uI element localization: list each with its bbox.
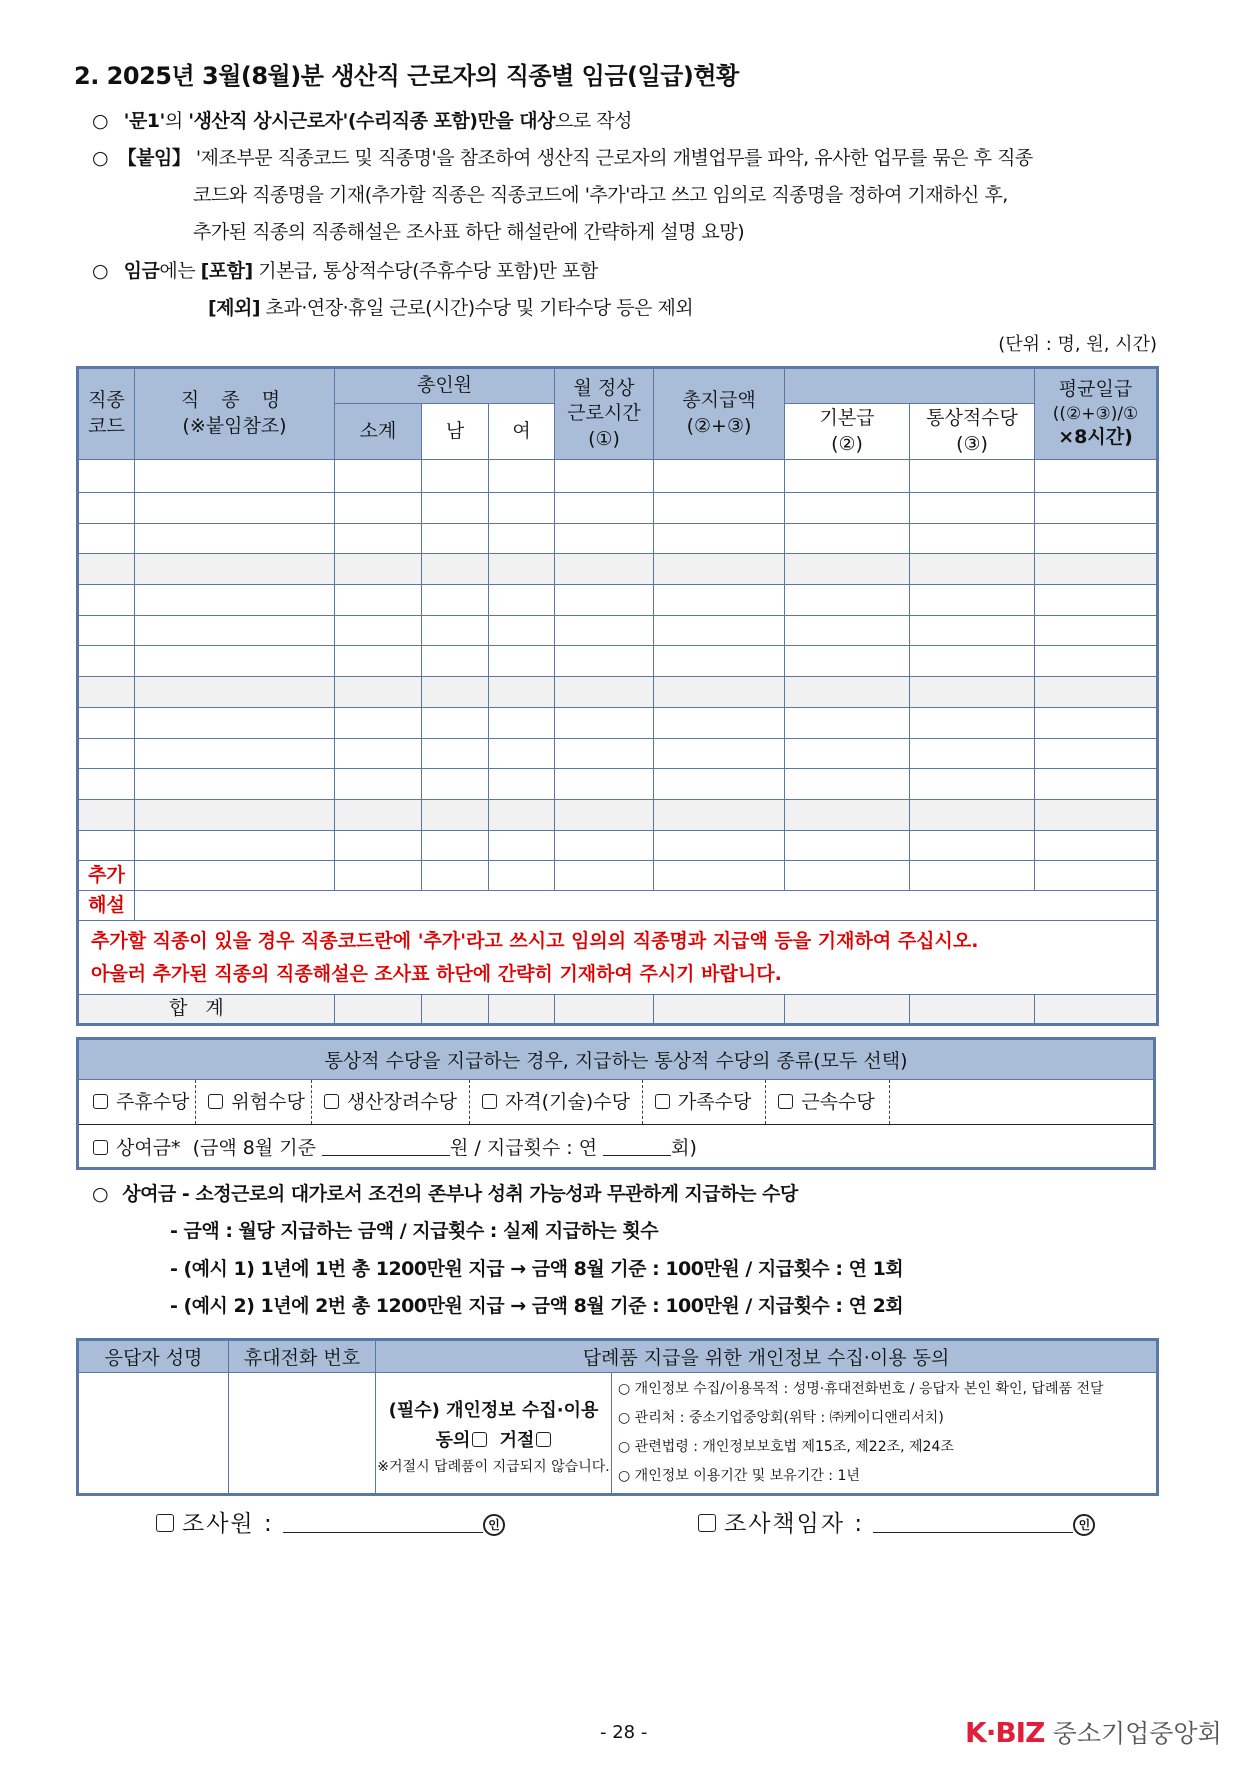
logo-mark: K·BIZ (965, 1716, 1045, 1749)
cell[interactable] (489, 523, 555, 554)
refuse-checkbox[interactable] (536, 1432, 551, 1447)
consent-item-purpose: ○ 개인정보 수집/이용목적 : 성명·휴대전화번호 / 응답자 본인 확인, 답례품 전달 (618, 1381, 1104, 1397)
unit-label: (단위 : 명, 원, 시간) (998, 334, 1157, 355)
option-production-incentive[interactable] (312, 1080, 470, 1124)
cell[interactable] (422, 646, 489, 677)
table-row (78, 769, 1158, 800)
cell[interactable] (335, 830, 422, 861)
header-text: 기본급 (819, 406, 875, 429)
cell[interactable] (1035, 707, 1158, 738)
cell[interactable] (489, 585, 555, 616)
cell[interactable] (489, 830, 555, 861)
instruction-attachment (92, 143, 1033, 170)
required-label: (필수) 개인정보 수집·이용 (388, 1400, 599, 1421)
seal-icon: 인 (483, 1514, 505, 1536)
cell[interactable] (78, 646, 135, 677)
cell[interactable] (1035, 585, 1158, 616)
kbiz-logo (965, 1714, 1222, 1750)
cell[interactable] (135, 554, 335, 585)
bonus-text: 회) (671, 1136, 697, 1159)
surveyor-label: 조사원 : (182, 1511, 274, 1537)
target-workers: '생산직 상시근로자'(수리직종 포함)만을 대상 (188, 110, 555, 132)
cell[interactable] (1035, 769, 1158, 800)
option-family[interactable] (643, 1080, 766, 1124)
cell[interactable] (785, 585, 910, 616)
cell[interactable] (555, 615, 654, 646)
header-text: (②+③) (686, 415, 752, 437)
table-row (78, 585, 1158, 616)
cell[interactable] (555, 554, 654, 585)
cell[interactable] (1035, 799, 1158, 830)
bonus-option (78, 1125, 1155, 1169)
consent-item-manager: ○ 관리처 : 중소기업중앙회(위탁 : ㈜케이디앤리서치) (618, 1410, 944, 1426)
cell[interactable] (654, 769, 785, 800)
table-row (78, 738, 1158, 769)
cell[interactable] (78, 799, 135, 830)
table-row (78, 707, 1158, 738)
cell[interactable] (422, 799, 489, 830)
cell[interactable] (910, 738, 1035, 769)
cell[interactable] (422, 738, 489, 769)
consent-choice (376, 1373, 612, 1495)
bonus-text: 원 / 지급횟수 : 연 (450, 1136, 598, 1159)
option-qualification[interactable] (470, 1080, 643, 1124)
cell[interactable] (1035, 646, 1158, 677)
bonus-text: (금액 8월 기준 (192, 1136, 316, 1159)
cell[interactable] (654, 677, 785, 708)
cell[interactable] (489, 460, 555, 493)
header-text: 코드 (88, 415, 125, 437)
table-row (78, 799, 1158, 830)
header-text: 평균일급 (1058, 377, 1133, 400)
cell[interactable] (78, 707, 135, 738)
cell[interactable] (422, 493, 489, 524)
cell[interactable] (910, 799, 1035, 830)
checkbox-icon[interactable] (93, 1094, 108, 1109)
header-regular-allowance (910, 404, 1035, 460)
cell[interactable] (1035, 554, 1158, 585)
cell[interactable] (78, 493, 135, 524)
checkbox-icon[interactable] (324, 1094, 339, 1109)
cell[interactable] (1035, 615, 1158, 646)
note-line: 추가할 직종이 있을 경우 직종코드란에 '추가'라고 쓰시고 임의의 직종명과 지급액 등을 기재하여 주십시오. (91, 930, 979, 953)
cell[interactable] (422, 861, 489, 891)
cell[interactable] (422, 707, 489, 738)
surveyor-name-input[interactable] (283, 1511, 483, 1533)
cell[interactable] (785, 861, 910, 891)
cell[interactable] (654, 707, 785, 738)
cell[interactable] (654, 830, 785, 861)
cell[interactable] (489, 554, 555, 585)
header-female: 여 (489, 404, 555, 460)
add-label: 추가 (78, 861, 135, 891)
header-text: (※붙임참조) (182, 415, 287, 437)
bullet-mark: ○ (92, 110, 109, 132)
cell[interactable] (555, 493, 654, 524)
cell[interactable] (654, 799, 785, 830)
header-job-name (135, 368, 335, 460)
cell[interactable] (555, 861, 654, 891)
header-text: ((②+③)/① (1052, 403, 1139, 424)
bullet-mark: ○ (92, 147, 109, 169)
cell[interactable] (910, 523, 1035, 554)
bonus-label: 상여금* (116, 1136, 181, 1159)
cell[interactable] (654, 646, 785, 677)
header-consent: 답례품 지급을 위한 개인정보 수집·이용 동의 (376, 1340, 1158, 1373)
cell[interactable] (335, 554, 422, 585)
table-row (78, 554, 1158, 585)
table-row (78, 646, 1158, 677)
option-seniority[interactable] (766, 1080, 889, 1124)
allowance-header: 통상적 수당을 지급하는 경우, 지급하는 통상적 수당의 종류(모두 선택) (78, 1039, 1155, 1080)
logo-name: 중소기업중앙회 (1052, 1719, 1222, 1748)
cell[interactable] (910, 615, 1035, 646)
cell[interactable] (785, 707, 910, 738)
cell[interactable] (785, 830, 910, 861)
cell[interactable] (785, 460, 910, 493)
cell[interactable] (422, 523, 489, 554)
option-label: 근속수당 (801, 1091, 875, 1113)
cell[interactable] (78, 523, 135, 554)
cell[interactable] (335, 460, 422, 493)
cell[interactable] (910, 554, 1035, 585)
cell[interactable] (785, 799, 910, 830)
bonus-note-amount: - 금액 : 월당 지급하는 금액 / 지급횟수 : 실제 지급하는 횟수 (170, 1220, 659, 1242)
cell[interactable] (422, 677, 489, 708)
cell[interactable] (555, 707, 654, 738)
cell[interactable] (335, 493, 422, 524)
table-row (78, 493, 1158, 524)
note-line: 아울러 추가된 직종의 직종해설은 조사표 하단에 간략히 기재하여 주시기 바랍니다. (91, 962, 782, 985)
cell[interactable] (135, 677, 335, 708)
cell[interactable] (555, 523, 654, 554)
cell[interactable] (1035, 830, 1158, 861)
cell[interactable] (422, 830, 489, 861)
cell[interactable] (1035, 994, 1158, 1024)
cell[interactable] (654, 738, 785, 769)
cell[interactable] (1035, 677, 1158, 708)
cell[interactable] (335, 585, 422, 616)
cell[interactable] (335, 646, 422, 677)
table-row (78, 677, 1158, 708)
table-row (78, 523, 1158, 554)
cell[interactable] (654, 523, 785, 554)
cell[interactable] (135, 769, 335, 800)
checkbox-icon[interactable] (778, 1094, 793, 1109)
header-total-pay (654, 368, 785, 460)
header-text: ×8시간) (1058, 426, 1133, 449)
cell[interactable] (135, 460, 335, 493)
instruction-exclude (208, 293, 693, 320)
cell[interactable] (785, 769, 910, 800)
header-avg-daily-wage (1035, 368, 1158, 460)
cell[interactable] (654, 615, 785, 646)
cell[interactable] (489, 493, 555, 524)
cell[interactable] (422, 554, 489, 585)
cell[interactable] (422, 994, 489, 1024)
bonus-definition-text: - 소정근로의 대가로서 조건의 존부나 성취 가능성과 무관하게 지급하는 수당 (175, 1183, 798, 1205)
cell[interactable] (335, 861, 422, 891)
checkbox-icon[interactable] (93, 1140, 108, 1155)
header-base-pay (785, 404, 910, 460)
cell[interactable] (78, 738, 135, 769)
cell[interactable] (654, 493, 785, 524)
cell[interactable] (1035, 861, 1158, 891)
table-row (78, 460, 1158, 493)
header-job-code (78, 368, 135, 460)
attachment-line-1: '제조부문 직종코드 및 직종명'을 참조하여 생산직 근로자의 개별업무를 파악, 유사한 업무를 묶은 후 직종 (195, 147, 1033, 169)
cell[interactable] (489, 769, 555, 800)
bonus-amount-input[interactable] (322, 1138, 450, 1156)
cell[interactable] (555, 738, 654, 769)
cell[interactable] (785, 554, 910, 585)
cell[interactable] (135, 615, 335, 646)
attachment-label: 【붙임】 (117, 147, 191, 169)
wage-label: 임금 (123, 260, 160, 282)
cell[interactable] (489, 994, 555, 1024)
table-row (78, 830, 1158, 861)
header-text: 월 정상 (573, 376, 635, 399)
header-text: (②) (831, 432, 863, 455)
option-label: 주휴수당 (116, 1091, 190, 1113)
cell[interactable] (555, 799, 654, 830)
cell[interactable] (1035, 523, 1158, 554)
cell[interactable] (422, 460, 489, 493)
phone-input[interactable] (229, 1373, 376, 1495)
bonus-example-1: - (예시 1) 1년에 1번 총 1200만원 지급 → 금액 8월 기준 : 100만원 / 지급횟수 : 연 1회 (170, 1258, 904, 1280)
cell[interactable] (785, 493, 910, 524)
cell[interactable] (335, 799, 422, 830)
cell[interactable] (78, 554, 135, 585)
total-label: 합 계 (78, 994, 335, 1024)
cell[interactable] (422, 615, 489, 646)
bonus-term: 상여금 (122, 1183, 176, 1205)
header-text: 직 종 명 (180, 389, 289, 412)
attachment-line-3: 추가된 직종의 직종해설은 조사표 하단 해설란에 간략하게 설명 요망) (193, 221, 745, 243)
manager-name-input[interactable] (873, 1511, 1073, 1533)
cell[interactable] (135, 738, 335, 769)
wage-table (76, 366, 1159, 1026)
cell[interactable] (78, 460, 135, 493)
cell[interactable] (1035, 738, 1158, 769)
header-text: 통상적수당 (926, 406, 1018, 429)
cell[interactable] (910, 460, 1035, 493)
cell[interactable] (910, 707, 1035, 738)
wage-table-body (78, 460, 1158, 861)
cell[interactable] (785, 615, 910, 646)
option-label: 자격(기술)수당 (504, 1091, 630, 1113)
cell[interactable] (489, 646, 555, 677)
cell[interactable] (78, 769, 135, 800)
cell[interactable] (910, 493, 1035, 524)
header-spacer (785, 368, 1035, 404)
cell[interactable] (910, 585, 1035, 616)
cell[interactable] (1035, 460, 1158, 493)
option-hazard[interactable] (196, 1080, 311, 1124)
cell[interactable] (135, 523, 335, 554)
cell[interactable] (1035, 493, 1158, 524)
cell[interactable] (335, 769, 422, 800)
cell[interactable] (335, 615, 422, 646)
exclude-label: [제외] (208, 297, 261, 319)
total-row (78, 994, 1158, 1024)
cell[interactable] (910, 646, 1035, 677)
text: 에는 (159, 260, 201, 282)
include-text: 기본급, 통상적수당(주휴수당 포함)만 포함 (252, 260, 598, 282)
header-male: 남 (422, 404, 489, 460)
refuse-label: 거절 (499, 1430, 535, 1451)
cell[interactable] (555, 677, 654, 708)
cell[interactable] (135, 830, 335, 861)
allowance-types-table (76, 1037, 1156, 1170)
cell[interactable] (135, 861, 335, 891)
manager-checkbox[interactable] (698, 1514, 716, 1532)
cell[interactable] (489, 861, 555, 891)
option-label: 가족수당 (677, 1091, 752, 1113)
cell[interactable] (489, 677, 555, 708)
cell[interactable] (785, 523, 910, 554)
header-phone: 휴대전화 번호 (229, 1340, 376, 1373)
note-row (78, 921, 1158, 995)
cell[interactable] (555, 646, 654, 677)
cell[interactable] (555, 460, 654, 493)
q1-ref: '문1' (123, 110, 165, 132)
instruction-wage (92, 256, 598, 283)
manager-label: 조사책임자 : (724, 1511, 865, 1537)
checkbox-icon[interactable] (655, 1094, 670, 1109)
cell[interactable] (654, 554, 785, 585)
refuse-note: ※거절시 답례품이 지급되지 않습니다. (377, 1459, 610, 1475)
header-text: 근로시간 (567, 402, 641, 425)
cell[interactable] (335, 994, 422, 1024)
allowance-options (78, 1080, 1155, 1125)
manager-signature (698, 1505, 1095, 1538)
cell[interactable] (78, 830, 135, 861)
checkbox-icon[interactable] (482, 1094, 497, 1109)
cell[interactable] (489, 707, 555, 738)
explain-label: 해설 (78, 891, 135, 921)
cell[interactable] (335, 707, 422, 738)
header-monthly-hours (555, 368, 654, 460)
page-number: - 28 - (600, 1722, 648, 1743)
cell[interactable] (422, 585, 489, 616)
cell[interactable] (910, 994, 1035, 1024)
instruction-target (92, 106, 632, 133)
text: 의 (164, 110, 189, 132)
respondent-name-input[interactable] (78, 1373, 229, 1495)
cell[interactable] (335, 523, 422, 554)
cell[interactable] (785, 646, 910, 677)
text: 으로 작성 (554, 110, 632, 132)
option-label: 생산장려수당 (346, 1091, 457, 1113)
cell[interactable] (135, 799, 335, 830)
header-text: (③) (956, 432, 988, 455)
include-label: [포함] (200, 260, 253, 282)
cell[interactable] (78, 615, 135, 646)
cell[interactable] (785, 738, 910, 769)
attachment-line-2: 코드와 직종명을 기재(추가할 직종은 직종코드에 '추가'라고 쓰고 임의로 직종명을 정하여 기재하신 후, (193, 184, 1008, 206)
checkbox-icon[interactable] (208, 1094, 223, 1109)
cell[interactable] (78, 585, 135, 616)
cell[interactable] (654, 994, 785, 1024)
consent-item-period: ○ 개인정보 이용기간 및 보유기간 : 1년 (618, 1468, 860, 1484)
cell[interactable] (135, 585, 335, 616)
surveyor-signature (156, 1505, 505, 1538)
header-subtotal: 소계 (335, 404, 422, 460)
cell[interactable] (910, 830, 1035, 861)
seal-icon: 인 (1073, 1514, 1095, 1536)
add-job-note (78, 921, 1158, 995)
consent-details (612, 1373, 1158, 1495)
explain-row (78, 891, 1158, 921)
exclude-text: 초과·연장·휴일 근로(시간)수당 및 기타수당 등은 제외 (260, 297, 694, 319)
cell[interactable] (78, 677, 135, 708)
cell[interactable] (555, 830, 654, 861)
bonus-example-2: - (예시 2) 1년에 2번 총 1200만원 지급 → 금액 8월 기준 : 100만원 / 지급횟수 : 연 2회 (170, 1295, 904, 1317)
cell[interactable] (489, 799, 555, 830)
cell[interactable] (555, 769, 654, 800)
cell[interactable] (910, 677, 1035, 708)
consent-item-law: ○ 관련법령 : 개인정보보호법 제15조, 제22조, 제24조 (618, 1439, 954, 1455)
cell[interactable] (489, 738, 555, 769)
cell[interactable] (654, 861, 785, 891)
cell[interactable] (135, 707, 335, 738)
cell[interactable] (335, 677, 422, 708)
explain-input[interactable] (135, 891, 1158, 921)
cell[interactable] (785, 677, 910, 708)
cell[interactable] (654, 460, 785, 493)
header-total-staff: 총인원 (335, 368, 555, 404)
cell[interactable] (785, 994, 910, 1024)
header-respondent-name: 응답자 성명 (78, 1340, 229, 1373)
consent-table (76, 1338, 1159, 1496)
cell[interactable] (654, 585, 785, 616)
cell[interactable] (910, 861, 1035, 891)
bonus-count-input[interactable] (603, 1138, 671, 1156)
agree-label: 동의 (435, 1430, 471, 1451)
agree-checkbox[interactable] (472, 1432, 487, 1447)
cell[interactable] (489, 615, 555, 646)
cell[interactable] (910, 769, 1035, 800)
cell[interactable] (555, 994, 654, 1024)
add-row (78, 861, 1158, 891)
bullet-mark: ○ (92, 260, 109, 282)
cell[interactable] (135, 493, 335, 524)
header-text: 총지급액 (682, 389, 756, 412)
cell[interactable] (422, 769, 489, 800)
header-text: 직종 (88, 389, 125, 412)
bonus-definition (92, 1179, 798, 1206)
table-row (78, 615, 1158, 646)
cell[interactable] (335, 738, 422, 769)
option-label: 위험수당 (231, 1091, 305, 1113)
option-weekly-holiday[interactable] (79, 1080, 196, 1124)
header-text: (①) (588, 427, 620, 450)
section-title: 2. 2025년 3월(8월)분 생산직 근로자의 직종별 임금(일급)현황 (74, 62, 739, 90)
bullet-mark: ○ (92, 1183, 109, 1205)
surveyor-checkbox[interactable] (156, 1514, 174, 1532)
cell[interactable] (555, 585, 654, 616)
cell[interactable] (135, 646, 335, 677)
